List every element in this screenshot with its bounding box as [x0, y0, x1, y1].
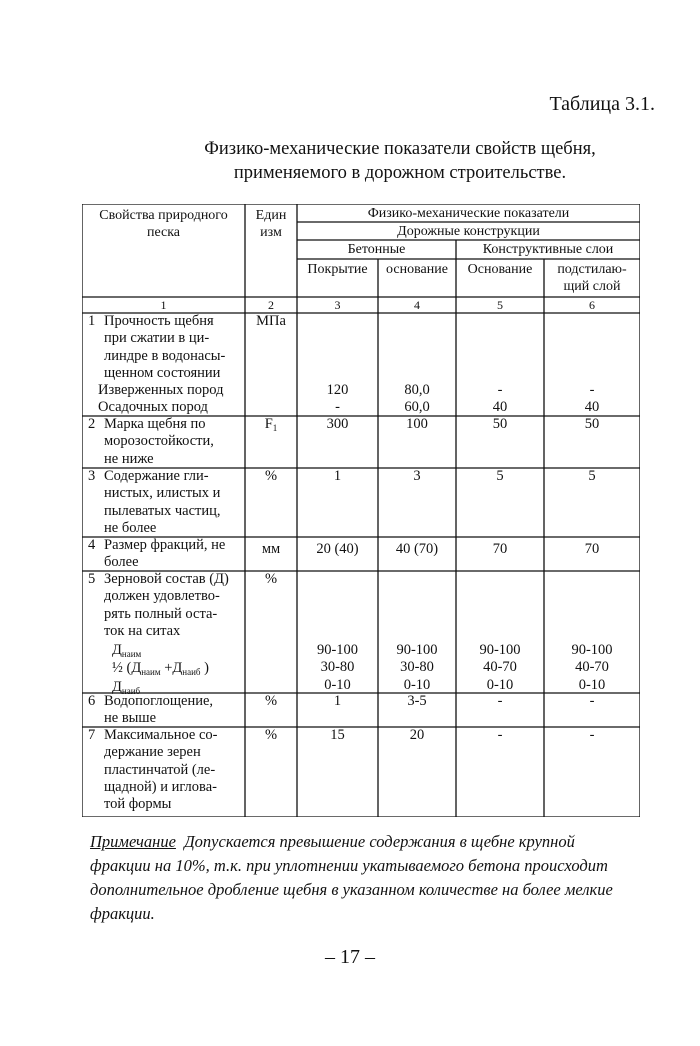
cell-col4: 3: [413, 468, 421, 484]
header-col-coating: Покрытие: [307, 262, 368, 277]
row-property-line: не выше: [104, 710, 157, 727]
row-unit: %: [264, 693, 278, 709]
cell-col5: -: [497, 727, 503, 743]
unit-text: F: [264, 416, 273, 432]
cell-value: 90-100: [316, 642, 359, 658]
cell-col4: [378, 382, 456, 417]
cell-value: 40: [492, 399, 508, 416]
cell-value: 0-10: [578, 676, 606, 693]
page-title: [150, 137, 650, 185]
note-line: [90, 830, 654, 854]
row-subitems: [98, 382, 224, 417]
header-col-base2: Основание: [467, 262, 533, 277]
row-property-line: Размер фракций, не: [104, 537, 226, 553]
header-property-line: песка: [146, 225, 181, 241]
row-property-line: держание зерен: [104, 744, 201, 761]
page-number: – 17 –: [325, 946, 375, 968]
cell-col6: 5: [588, 468, 596, 484]
header-col-underlying: [544, 261, 640, 296]
cell-col3: 20 (40): [316, 541, 359, 557]
unit-subscript: 1: [272, 423, 278, 433]
cell-value: 60,0: [404, 399, 430, 416]
header-property: [82, 207, 245, 242]
sieve-symbol: Д: [112, 642, 122, 658]
col-number: 1: [160, 298, 167, 312]
cell-value: 0-10: [486, 676, 514, 693]
row-property-line: рять полный оста-: [104, 605, 218, 622]
row-number: 4: [88, 537, 96, 553]
cell-col6: [544, 642, 640, 694]
cell-col5: 50: [492, 416, 508, 432]
row-property: [104, 693, 213, 728]
row-property-line: пластинчатой (ле-: [104, 761, 216, 778]
note-line: дополнительное дробление щебня в указанном количестве на более мелкие: [90, 880, 613, 899]
cell-col5: -: [497, 693, 503, 709]
cell-col4: 20: [409, 727, 425, 743]
sieve-list: [112, 642, 209, 697]
row-unit: %: [264, 727, 278, 743]
header-unit: [245, 207, 297, 242]
row-number: 2: [88, 416, 96, 432]
cell-col3: 1: [333, 693, 342, 709]
header-unit-line: Един: [255, 208, 287, 223]
row-property-line: при сжатии в ци-: [104, 330, 210, 347]
cell-value: 90-100: [396, 642, 438, 658]
cell-value: -: [589, 382, 595, 398]
cell-value: 90-100: [479, 642, 521, 658]
sieve-dmin: [112, 642, 209, 660]
properties-table: [82, 204, 640, 817]
header-indicators: Физико-механические показатели: [367, 206, 570, 221]
row-property: [104, 571, 229, 640]
cell-value: 40-70: [575, 659, 609, 676]
cell-value: 40: [584, 399, 600, 416]
note-line: фракции.: [90, 904, 155, 923]
row-property-line: Марка щебня по: [104, 416, 206, 432]
row-unit: [245, 416, 297, 434]
cell-col3: [297, 382, 378, 417]
sieve-part: ): [200, 660, 209, 677]
cell-value: 40-70: [483, 659, 517, 676]
cell-col5: 70: [492, 541, 508, 557]
row-unit: мм: [261, 541, 281, 557]
row-number: 7: [88, 727, 96, 743]
row-property-line: пылеватых частиц,: [104, 502, 221, 519]
header-concrete: Бетонные: [347, 242, 406, 257]
row-unit: МПа: [256, 313, 286, 329]
cell-value: 120: [326, 382, 349, 398]
row-number: 1: [88, 313, 96, 329]
row-property-line: Прочность щебня: [104, 313, 214, 329]
note-label: Примечание: [90, 832, 176, 851]
subitem-igneous: Изверженных пород: [98, 382, 224, 398]
title-line-1: Физико-механические показатели свойств щебня,: [204, 139, 596, 159]
table-label: Таблица 3.1.: [549, 93, 655, 115]
header-structural-layers: Конструктивные слои: [482, 242, 614, 257]
row-property-line: ток на ситах: [104, 622, 181, 639]
row-property-line: Зерновой состав (Д): [104, 571, 229, 587]
row-property-line: Содержание гли-: [104, 468, 209, 484]
cell-col3: [297, 642, 378, 694]
subitem-sedimentary: Осадочных пород: [98, 399, 208, 416]
cell-value: 80,0: [404, 382, 430, 398]
cell-value: -: [335, 399, 340, 416]
cell-col3: 15: [330, 727, 345, 743]
row-property: [104, 727, 217, 813]
sieve-dmid: [112, 660, 209, 678]
row-property-line: не ниже: [104, 450, 154, 467]
cell-col6: -: [589, 727, 595, 743]
cell-value: 30-80: [320, 659, 355, 676]
cell-value: -: [497, 382, 503, 398]
cell-value: 30-80: [400, 659, 434, 676]
cell-value: 0-10: [403, 676, 431, 693]
cell-value: 90-100: [571, 642, 613, 658]
sieve-subscript: наим: [141, 667, 161, 678]
sieve-part: +Д: [160, 660, 183, 677]
cell-col6: 70: [584, 541, 600, 557]
cell-col4: 40 (70): [395, 541, 439, 557]
note-line: фракции на 10%, т.к. при уплотнении укатываемого бетона происходит: [90, 856, 608, 875]
col-number: 2: [268, 298, 274, 312]
cell-col4: 100: [406, 416, 428, 432]
row-property-line: не более: [104, 519, 157, 536]
row-property-line: щенном состоянии: [104, 364, 221, 381]
row-number: 6: [88, 693, 96, 709]
sieve-subscript: наиб: [121, 685, 141, 696]
header-unit-line: изм: [260, 225, 282, 241]
row-property-line: линдре в водонасы-: [104, 347, 226, 364]
row-property: [104, 416, 214, 468]
header-underlying-line: щий слой: [563, 279, 621, 295]
cell-col6: -: [589, 693, 595, 709]
row-number: 3: [88, 468, 96, 484]
header-col-base: основание: [386, 262, 448, 277]
title-line-2: применяемого в дорожном строительстве.: [233, 163, 567, 183]
sieve-symbol: Д: [112, 678, 122, 695]
cell-col5: [456, 382, 544, 417]
sieve-subscript: наим: [121, 649, 142, 659]
cell-col4: 3-5: [407, 693, 427, 709]
row-property-line: нистых, илистых и: [104, 485, 221, 502]
row-unit: %: [264, 571, 278, 587]
row-property-line: более: [104, 554, 139, 571]
cell-col3: 1: [333, 468, 342, 484]
col-number: 6: [589, 298, 595, 312]
note: [90, 830, 654, 926]
cell-col5: 5: [496, 468, 504, 484]
row-property-line: должен удовлетво-: [104, 588, 220, 605]
cell-col5: [456, 642, 544, 694]
row-property: [104, 537, 225, 572]
row-property: [104, 313, 225, 382]
sieve-subscript: наиб: [182, 667, 201, 678]
header-underlying-line: подстилаю-: [557, 262, 627, 277]
note-text: Допускается превышение содержания в щебне крупной: [184, 832, 575, 851]
row-unit: %: [264, 468, 278, 484]
cell-col6: 50: [584, 416, 600, 432]
row-number: 5: [88, 571, 96, 587]
cell-col6: [544, 382, 640, 417]
cell-col4: [378, 642, 456, 694]
col-number: 5: [497, 298, 503, 312]
row-property-line: щадной) и иглова-: [104, 778, 217, 795]
row-property-line: той формы: [104, 796, 172, 813]
cell-value: 0-10: [324, 676, 351, 693]
sieve-part: ½ (Д: [112, 660, 142, 677]
row-property-line: Водопоглощение,: [104, 693, 214, 709]
header-property-line: Свойства природного: [99, 208, 228, 223]
col-number: 4: [414, 298, 420, 312]
header-road-structures: Дорожные конструкции: [397, 224, 540, 239]
row-property-line: Максимальное со-: [104, 727, 218, 743]
row-property: [104, 468, 221, 537]
col-number: 3: [334, 298, 341, 312]
row-property-line: морозостойкости,: [104, 433, 214, 450]
cell-col3: 300: [326, 416, 349, 432]
